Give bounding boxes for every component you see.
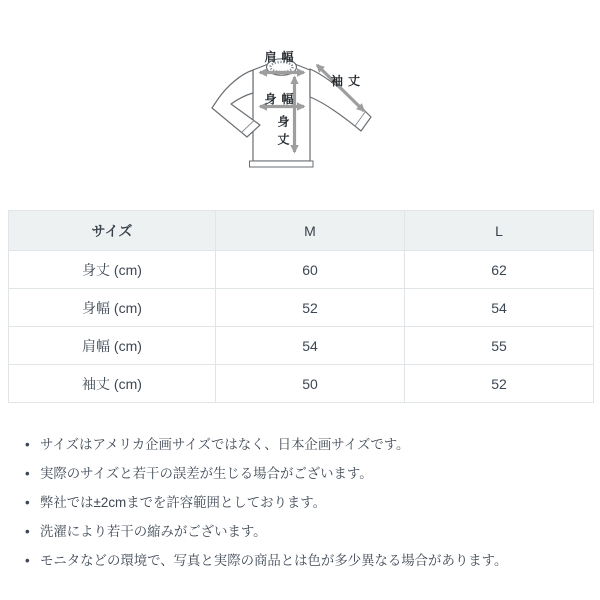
value-m: 50 (216, 365, 405, 403)
value-l: 55 (405, 327, 594, 365)
row-label: 身丈 (cm) (9, 251, 216, 289)
note-item (25, 494, 600, 511)
table-row-shoulder-width (9, 327, 594, 365)
shoulder-width-label: 肩幅 (264, 50, 299, 64)
row-label: 肩幅 (cm) (9, 327, 216, 365)
bullet-icon: • (25, 437, 30, 452)
value-l: 52 (405, 365, 594, 403)
header-cell-size: サイズ (9, 211, 216, 251)
notes-list (25, 436, 600, 569)
note-item (25, 523, 600, 540)
row-label: 袖丈 (cm) (9, 365, 216, 403)
bullet-icon: • (25, 495, 30, 510)
table-row-sleeve-length (9, 365, 594, 403)
row-label: 身幅 (cm) (9, 289, 216, 327)
bullet-icon: • (25, 466, 30, 481)
note-text: モニタなどの環境で、写真と実際の商品とは色が多少異なる場合があります。 (40, 553, 508, 568)
measurement-diagram (0, 0, 600, 205)
sleeve-length-label: 袖丈 (330, 74, 365, 88)
value-m: 52 (216, 289, 405, 327)
note-item (25, 465, 600, 482)
note-text: 洗濯により若干の縮みがございます。 (40, 524, 267, 539)
size-table-header-row (9, 211, 594, 251)
shirt-hem-band (250, 161, 314, 167)
table-row-body-width (9, 289, 594, 327)
note-item (25, 436, 600, 453)
header-cell-l: L (405, 211, 594, 251)
value-l: 54 (405, 289, 594, 327)
header-cell-m: M (216, 211, 405, 251)
note-text: 弊社では±2cmまでを許容範囲としております。 (40, 495, 326, 510)
body-length-label: 身丈 (276, 115, 290, 151)
note-text: 実際のサイズと若干の誤差が生じる場合がございます。 (40, 466, 373, 481)
value-m: 54 (216, 327, 405, 365)
value-l: 62 (405, 251, 594, 289)
note-item (25, 552, 600, 569)
table-row-body-length (9, 251, 594, 289)
bullet-icon: • (25, 553, 30, 568)
value-m: 60 (216, 251, 405, 289)
body-width-label: 身幅 (264, 92, 299, 106)
note-text: サイズはアメリカ企画サイズではなく、日本企画サイズです。 (40, 437, 410, 452)
bullet-icon: • (25, 524, 30, 539)
size-table (8, 210, 594, 403)
